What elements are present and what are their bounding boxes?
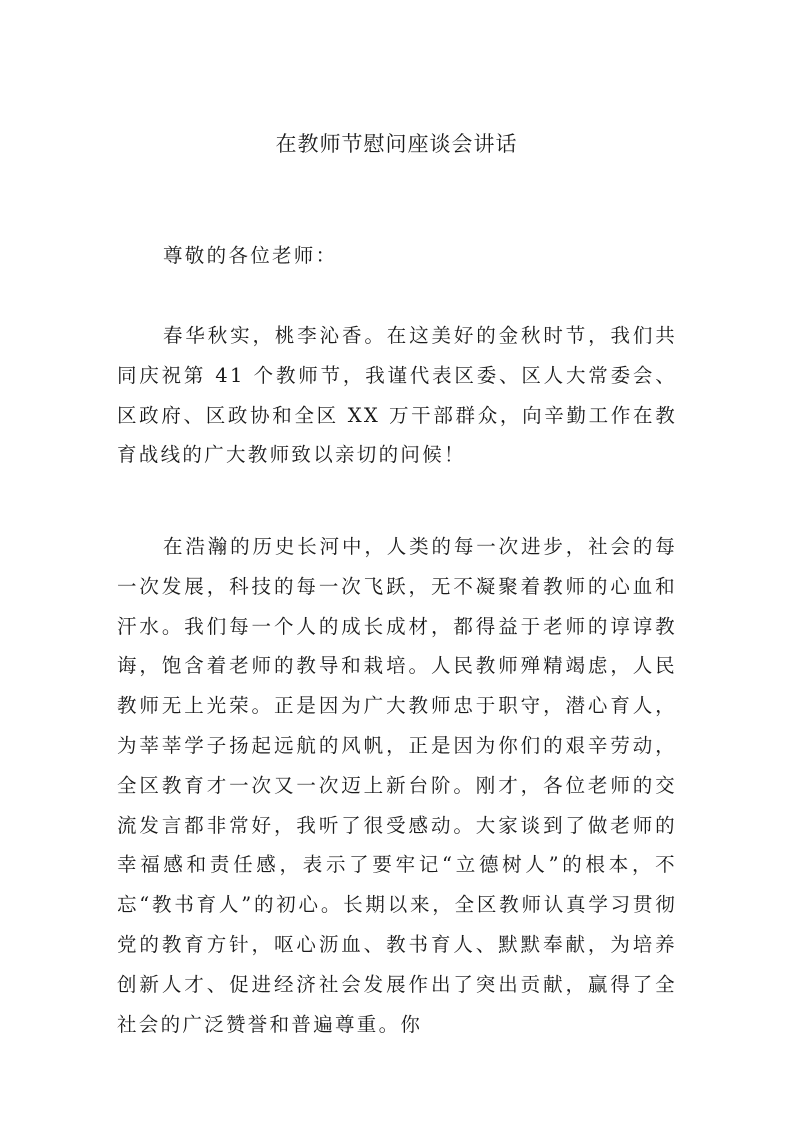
paragraph-2: 在浩瀚的历史长河中，人类的每一次进步，社会的每一次发展，科技的每一次飞跃，无不凝聚着教师的心血和汗水。我们每一个人的成长成材，都得益于老师的谆谆教诲，饱含着老师的教导和栽培。人民教师殚精竭虑，人民教师无上光荣。正是因为广大教师忠于职守，潜心育人，为莘莘学子扬起远航的风帆，正是因为你们的艰辛劳动，全区教育才一次又一次迈上新台阶。刚才，各位老师的交流发言都非常好，我听了很受感动。大家谈到了做老师的幸福感和责任感，表示了要牢记“立德树人”的根本，不忘“教书育人”的初心。长期以来，全区教师认真学习贯彻党的教育方针，呕心沥血、教书育人、默默奉献，为培养创新人才、促进经济社会发展作出了突出贡献，赢得了全社会的广泛赞誉和普遍尊重。你 xyxy=(117,535,677,1036)
salutation: 尊敬的各位老师： xyxy=(163,244,338,267)
paragraph-1: 春华秋实，桃李沁香。在这美好的金秋时节，我们共同庆祝第 41 个教师节，我谨代表区委、区人大常委会、区政府、区政协和全区 XX 万干部群众，向辛勤工作在教育战线的广大教师致以亲切的问候！ xyxy=(117,324,677,467)
document-title: 在教师节慰问座谈会讲话 xyxy=(275,132,518,156)
